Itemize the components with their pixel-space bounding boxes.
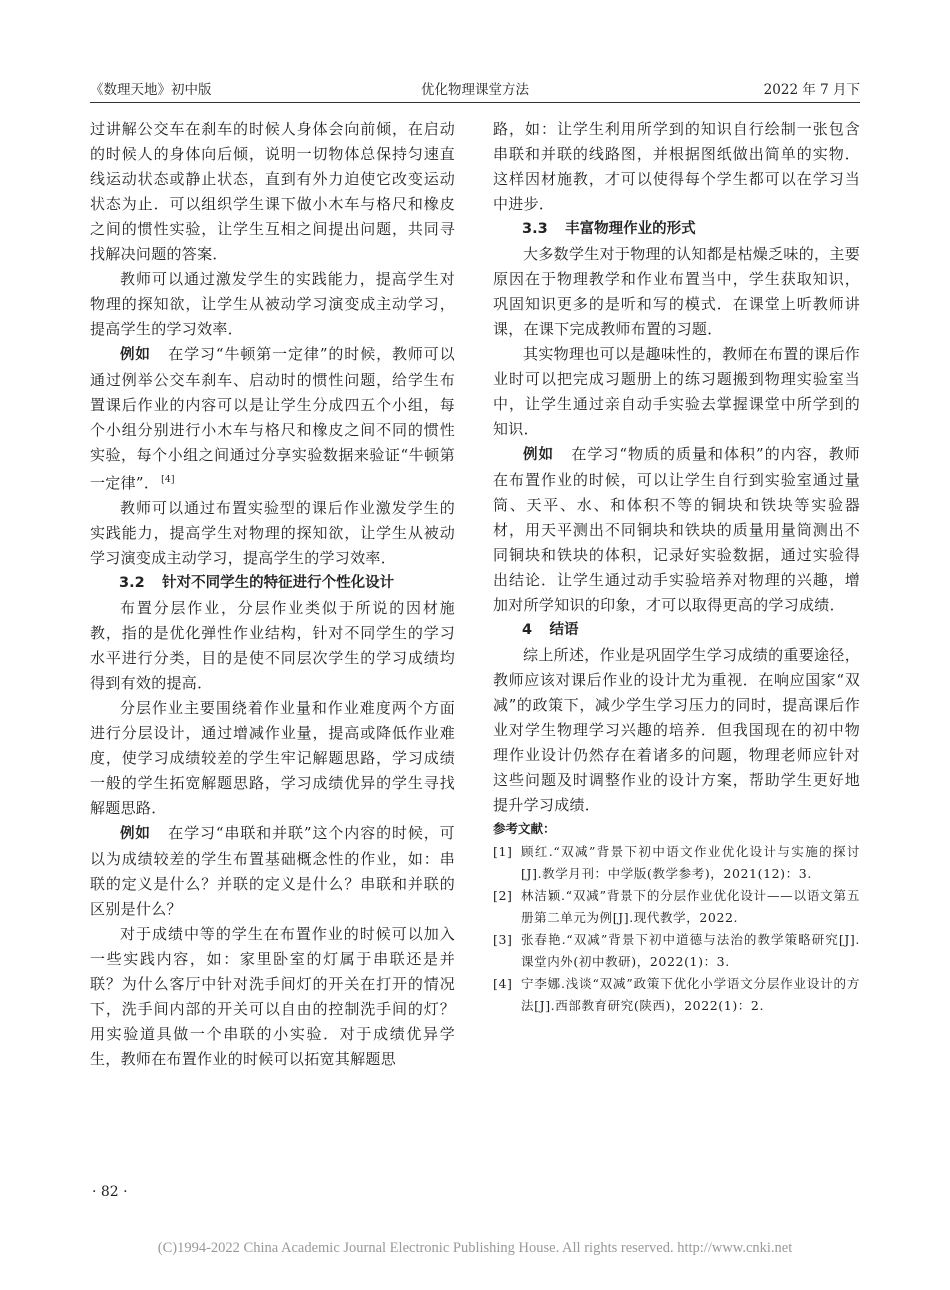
- paragraph: 对于成绩中等的学生在布置作业的时候可以加入一些实践内容，如：家里卧室的灯属于串联还是并联？为什么客厅中针对洗手间灯的开关在打开的情况下，洗手间内部的开关可以自由的控制洗手间的灯？用实验道具做一个串联的小实验．对于成绩优异学生，教师在布置作业的时候可以拓宽其解题思: [90, 925, 455, 1068]
- example-text: 在学习“牛顿第一定律”的时候，教师可以通过例举公交车刹车、启动时的惯性问题，给学生布置课后作业的内容可以是让学生分成四五个小组，每个小组分别进行小木车与格尺和橡皮之间不同的惯性实验，每个小组之间通过分享实验数据来验证“牛顿第一定律”．: [90, 345, 455, 492]
- issue-date: 2022 年 7 月下: [763, 82, 860, 98]
- page-number: · 82 ·: [92, 1184, 128, 1200]
- paragraph: 布置分层作业，分层作业类似于所说的因材施教，指的是优化弹性作业结构，针对不同学生的学习水平进行分类，目的是使不同层次学生的学习成绩均得到有效的提高．: [90, 599, 455, 692]
- running-header: [90, 78, 860, 103]
- paragraph: 过讲解公交车在刹车的时候人身体会向前倾，在启动的时候人的身体向后倾，说明一切物体总保持匀速直线运动状态或静止状态，直到有外力迫使它改变运动状态为止．可以组织学生课下做小木车与格尺和橡皮之间的惯性实验，让学生互相之间提出问题，共同寻找解决问题的答案．: [90, 120, 455, 263]
- header-article-title: 优化物理课堂方法: [421, 82, 529, 98]
- section-heading-3-3: [493, 217, 860, 242]
- example-paragraph: [493, 442, 860, 618]
- section-heading-3-2: [90, 571, 455, 596]
- reference-number: [2]: [493, 888, 513, 903]
- paragraph: 其实物理也可以是趣味性的，教师在布置的课后作业时可以把完成习题册上的练习题搬到物理实验室当中，让学生通过亲自动手实验去掌握课堂中所学到的知识．: [493, 345, 860, 438]
- journal-name: 《数理天地》初中版: [90, 82, 212, 98]
- reference-item: [493, 885, 860, 929]
- reference-number: [3]: [493, 932, 513, 947]
- citation-marker: [4]: [161, 475, 175, 485]
- reference-text: 林洁颖.“双减”背景下的分层作业优化设计——以语文第五册第二单元为例[J].现代教学，2022.: [521, 888, 860, 925]
- example-text: 在学习“物质的质量和体积”的内容，教师在布置作业的时候，可以让学生自行到实验室通过量筒、天平、水、和体积不等的铜块和铁块等实验器材，用天平测出不同铜块和铁块的质量用量筒测出不同铜块和铁块的体积，记录好实验数据，通过实验得出结论．让学生通过动手实验培养对物理的兴趣，增加对所学知识的印象，才可以取得更高的学习成绩．: [493, 445, 860, 614]
- reference-text: 张春艳.“双减”背景下初中道德与法治的教学策略研究[J].课堂内外(初中教研)，2022(1)：3.: [521, 932, 860, 969]
- example-paragraph: [90, 342, 455, 496]
- reference-item: [493, 973, 860, 1017]
- copyright-footer: (C)1994-2022 China Academic Journal Electronic Publishing House. All rights reserved. http://www.cnki.net: [157, 1240, 793, 1256]
- section-heading-4: [493, 618, 860, 643]
- reference-text: 顾红.“双减”背景下初中语文作业优化设计与实施的探讨[J].教学月刊：中学版(教学参考)，2021(12)：3.: [521, 844, 860, 881]
- reference-item: [493, 841, 860, 885]
- section-title: 结语: [549, 622, 579, 638]
- reference-number: [4]: [493, 976, 513, 991]
- example-label: 例如: [523, 447, 554, 463]
- section-number: 4: [522, 622, 533, 638]
- paragraph: 路，如：让学生利用所学到的知识自行绘制一张包含串联和并联的线路图，并根据图纸做出简单的实物．这样因材施教，才可以使得每个学生都可以在学习当中进步．: [493, 120, 860, 213]
- left-column: [90, 117, 455, 1072]
- section-title: 丰富物理作业的形式: [565, 221, 696, 237]
- example-label: 例如: [120, 347, 151, 363]
- example-paragraph: [90, 821, 455, 922]
- reference-item: [493, 929, 860, 973]
- paragraph: 分层作业主要围绕着作业量和作业难度两个方面进行分层设计，通过增减作业量，提高或降低作业难度，使学习成绩较差的学生牢记解题思路，学习成绩一般的学生拓宽解题思路，学习成绩优异的学生寻找解题思路．: [90, 699, 455, 817]
- section-number: 3.3: [522, 221, 548, 237]
- reference-text: 宁李娜.浅谈“双减”政策下优化小学语文分层作业设计的方法[J].西部教育研究(陕西)，2022(1)：2.: [521, 976, 860, 1013]
- paragraph: 综上所述，作业是巩固学生学习成绩的重要途径，教师应该对课后作业的设计尤为重视．在响应国家“双减”的政策下，减少学生学习压力的同时，提高课后作业对学生物理学习兴趣的培养．但我国现在的初中物理作业设计仍然存在着诸多的问题，物理老师应针对这些问题及时调整作业的设计方案，帮助学生更好地提升学习成绩．: [493, 646, 860, 814]
- example-label: 例如: [120, 826, 151, 842]
- paragraph: 大多数学生对于物理的认知都是枯燥乏味的，主要原因在于物理教学和作业布置当中，学生获取知识，巩固知识更多的是听和写的模式．在课堂上听教师讲课，在课下完成教师布置的习题．: [493, 245, 860, 338]
- reference-number: [1]: [493, 844, 513, 859]
- section-title: 针对不同学生的特征进行个性化设计: [162, 575, 395, 591]
- right-column: [493, 117, 860, 1017]
- references-heading: 参考文献：: [493, 821, 556, 836]
- paragraph: 教师可以通过布置实验型的课后作业激发学生的实践能力，提高学生对物理的探知欲，让学生从被动学习演变成主动学习，提高学生的学习效率．: [90, 499, 455, 567]
- example-text: 在学习“串联和并联”这个内容的时候，可以为成绩较差的学生布置基础概念性的作业，如：串联的定义是什么？并联的定义是什么？串联和并联的区别是什么？: [90, 824, 455, 918]
- section-number: 3.2: [119, 575, 145, 591]
- paragraph: 教师可以通过激发学生的实践能力，提高学生对物理的探知欲，让学生从被动学习演变成主动学习，提高学生的学习效率．: [90, 270, 455, 338]
